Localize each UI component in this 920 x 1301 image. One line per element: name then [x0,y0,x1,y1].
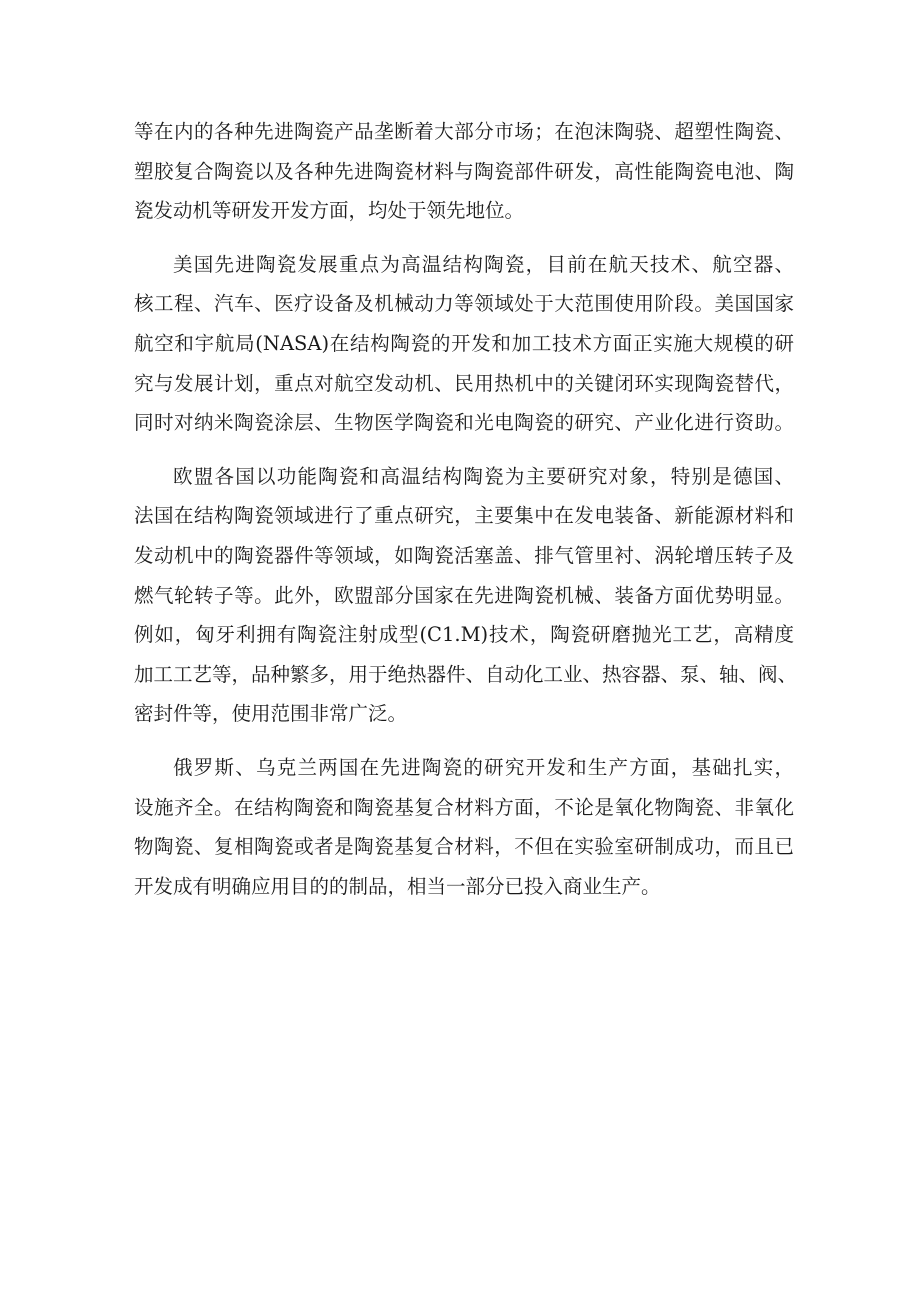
text-line: 例如，匈牙利拥有陶瓷注射成型(C1.M)技术，陶瓷研磨抛光工艺，高精度 [134,623,794,647]
text-line: 俄罗斯、乌克兰两国在先进陶瓷的研究开发和生产方面，基础扎实， [173,755,794,779]
paragraph-usa [134,245,794,443]
body-text [134,112,798,906]
text-line: 美国先进陶瓷发展重点为高温结构陶瓷，目前在航天技术、航空器、 [173,252,794,276]
text-line: 密封件等，使用范围非常广泛。 [134,702,408,726]
text-line: 燃气轮转子等。此外，欧盟部分国家在先进陶瓷机械、装备方面优势明显。 [134,583,794,607]
text-line: 开发成有明确应用目的的制品，相当一部分已投入商业生产。 [134,874,661,898]
paragraph-eu [134,457,798,734]
text-line: 航空和宇航局(NASA)在结构陶瓷的开发和加工技术方面正实施大规模的研 [134,331,794,355]
text-line: 究与发展计划，重点对航空发动机、民用热机中的关键闭环实现陶瓷替代， [134,371,794,395]
paragraph-spacing [134,734,794,748]
text-line: 瓷发动机等研发开发方面，均处于领先地位。 [134,199,525,223]
text-line: 欧盟各国以功能陶瓷和高温结构陶瓷为主要研究对象，特别是德国、 [173,464,794,488]
text-line: 等在内的各种先进陶瓷产品垄断着大部分市场；在泡沫陶骁、超塑性陶瓷、 [134,120,794,143]
text-line: 设施齐全。在结构陶瓷和陶瓷基复合材料方面，不论是氧化物陶瓷、非氧化 [134,795,794,819]
paragraph-russia-ukraine [134,748,794,906]
paragraph-spacing [134,231,794,245]
paragraph-continued [134,112,794,231]
text-line: 发动机中的陶瓷器件等领域，如陶瓷活塞盖、排气管里衬、涡轮增压转子及 [134,543,794,567]
text-line: 物陶瓷、复相陶瓷或者是陶瓷基复合材料，不但在实验室研制成功，而且已 [134,835,794,859]
text-line: 同时对纳米陶瓷涂层、生物医学陶瓷和光电陶瓷的研究、产业化进行资助。 [134,411,794,435]
text-line: 塑胶复合陶瓷以及各种先进陶瓷材料与陶瓷部件研发，高性能陶瓷电池、陶 [134,159,794,183]
text-line: 核工程、汽车、医疗设备及机械动力等领域处于大范围使用阶段。美国国家 [134,292,794,316]
text-line: 法国在结构陶瓷领域进行了重点研究，主要集中在发电装备、新能源材料和 [134,504,794,528]
paragraph-spacing [134,443,794,457]
text-line: 加工工艺等，品种繁多，用于绝热器件、自动化工业、热容器、泵、轴、阀、 [134,662,798,686]
